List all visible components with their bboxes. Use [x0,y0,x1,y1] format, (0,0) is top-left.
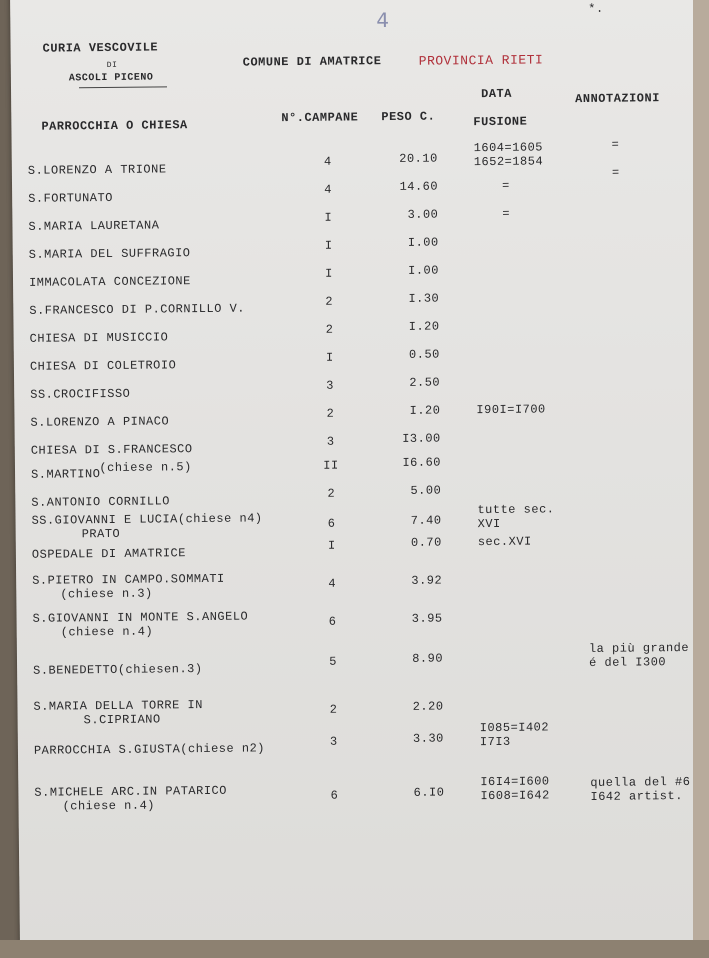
church-name: PARROCCHIA S.GIUSTA(chiese n2) [33,741,266,758]
bell-count: 6 [327,516,336,531]
annotation: = [611,137,620,152]
fusion-date: I7I3 [479,734,511,750]
annotation: la più grande [588,640,690,656]
church-name: S.ANTONIO CORNILLO [31,494,171,510]
bell-count: 2 [327,486,336,501]
church-name: S.FORTUNATO [28,190,113,206]
fusion-date: = [501,178,510,193]
col-data: DATA [481,86,512,102]
fusion-date: tutte sec. [477,502,555,518]
bell-count: 2 [326,406,335,421]
table-edge [0,940,709,958]
bell-weight: I.00 [407,235,439,250]
church-name: S.GIOVANNI IN MONTE S.ANGELO [32,609,249,626]
fusion-date: I6I4=I600 [480,774,550,790]
curia-label: CURIA VESCOVILE [42,40,159,56]
church-name: SS.CROCIFISSO [30,386,131,402]
bell-weight: I6.60 [402,455,442,470]
bell-weight: 2.20 [412,699,444,714]
church-name: CHIESA DI COLETROIO [29,358,177,374]
church-name-line2: PRATO [81,526,121,542]
church-name-line2: (chiese n.4) [62,798,156,814]
bell-weight: I.20 [409,403,441,418]
bell-weight: 7.40 [410,513,442,528]
church-name-extra: (chiese n.5) [99,460,192,476]
bell-count: I [327,538,336,553]
bell-count: I [324,238,333,253]
bell-weight: I.20 [408,319,440,334]
paper-edge [693,0,709,958]
handwritten-number: 4 [376,8,390,33]
comune-label: COMUNE DI AMATRICE [242,54,382,70]
bell-weight: 0.50 [408,347,440,362]
bell-count: 3 [329,734,338,749]
bell-weight: I.30 [408,291,440,306]
bell-count: 3 [326,434,335,449]
church-name: OSPEDALE DI AMATRICE [31,546,186,562]
col-parrocchia: PARROCCHIA O CHIESA [41,118,188,134]
bell-count: II [323,458,339,473]
bell-count: I [325,350,334,365]
annotation: I642 artist. [590,788,683,804]
church-name: IMMACOLATA CONCEZIONE [28,274,191,290]
fusion-date: I90I=I700 [476,402,546,418]
church-name: S.MARIA DEL SUFFRAGIO [28,246,191,262]
bell-weight: 14.60 [399,179,439,194]
bell-weight: 6.I0 [413,785,445,800]
bell-weight: 3.95 [411,611,443,626]
header-rule [79,86,167,88]
annotation: quella del #6 [590,774,691,790]
bell-count: 5 [329,654,337,669]
church-name: S.MARTINO [30,467,101,482]
fusion-date: 1652=1854 [473,154,544,170]
church-name: S.LORENZO A PINACO [30,414,170,430]
fusion-date: I085=I402 [479,720,550,736]
bell-weight: 3.00 [407,207,439,222]
diocese-label: ASCOLI PICENO [68,72,154,85]
church-name: CHIESA DI MUSICCIO [29,330,169,346]
bell-count: 6 [330,788,339,803]
fusion-date: = [502,206,511,221]
bell-weight: I.00 [408,263,440,278]
church-name: S.BENEDETTO(chiesen.3) [33,662,203,678]
bell-weight: 5.00 [410,483,442,498]
col-campane: N°.CAMPANE [281,110,359,126]
church-name: S.FRANCESCO DI P.CORNILLO V. [29,301,246,318]
church-name: S.LORENZO A TRIONE [27,162,167,178]
bell-weight: I3.00 [402,431,441,446]
bell-weight: 3.30 [412,731,444,746]
col-annotazioni: ANNOTAZIONI [575,91,660,107]
bell-count: 3 [326,378,335,393]
bell-count: 2 [329,702,338,717]
provincia-label: PROVINCIA RIETI [418,52,544,69]
church-name: S.MARIA DELLA TORRE IN [33,698,203,714]
fusion-date: 1604=1605 [473,140,544,156]
bell-count: I [324,210,333,225]
fusion-date: I608=I642 [480,788,550,804]
church-name: CHIESA DI S.FRANCESCO [30,442,193,458]
church-name: SS.GIOVANNI E LUCIA(chiese n4) [31,511,263,528]
church-name: S.MICHELE ARC.IN PATARICO [34,783,227,800]
bell-count: 4 [324,182,333,197]
church-name-line2: (chiese n.3) [60,586,153,602]
bell-count: 4 [328,576,337,591]
bell-count: 2 [325,294,334,309]
document-page [10,0,708,950]
church-name: S.PIETRO IN CAMPO.SOMMATI [32,571,225,588]
annotation: é del I300 [588,655,667,670]
fusion-date: XVI [477,516,501,532]
church-name-line2: S.CIPRIANO [83,712,161,728]
bell-weight: 2.50 [409,375,441,390]
bell-count: 2 [325,322,334,337]
fusion-date: sec.XVI [477,534,532,550]
bell-weight: 20.10 [399,151,438,166]
bell-weight: 8.90 [412,651,444,666]
bell-count: I [325,266,333,281]
col-peso: PESO C. [381,109,436,125]
col-fusione: FUSIONE [473,114,528,130]
di-label: DI [106,60,118,70]
bell-count: 4 [323,154,332,169]
corner-mark: *. [588,1,604,16]
annotation: = [611,165,620,180]
church-name: S.MARIA LAURETANA [28,218,160,234]
bell-weight: 0.70 [410,535,442,550]
bell-count: 6 [328,614,337,629]
church-name-line2: (chiese n.4) [60,624,154,640]
bell-weight: 3.92 [411,573,443,588]
